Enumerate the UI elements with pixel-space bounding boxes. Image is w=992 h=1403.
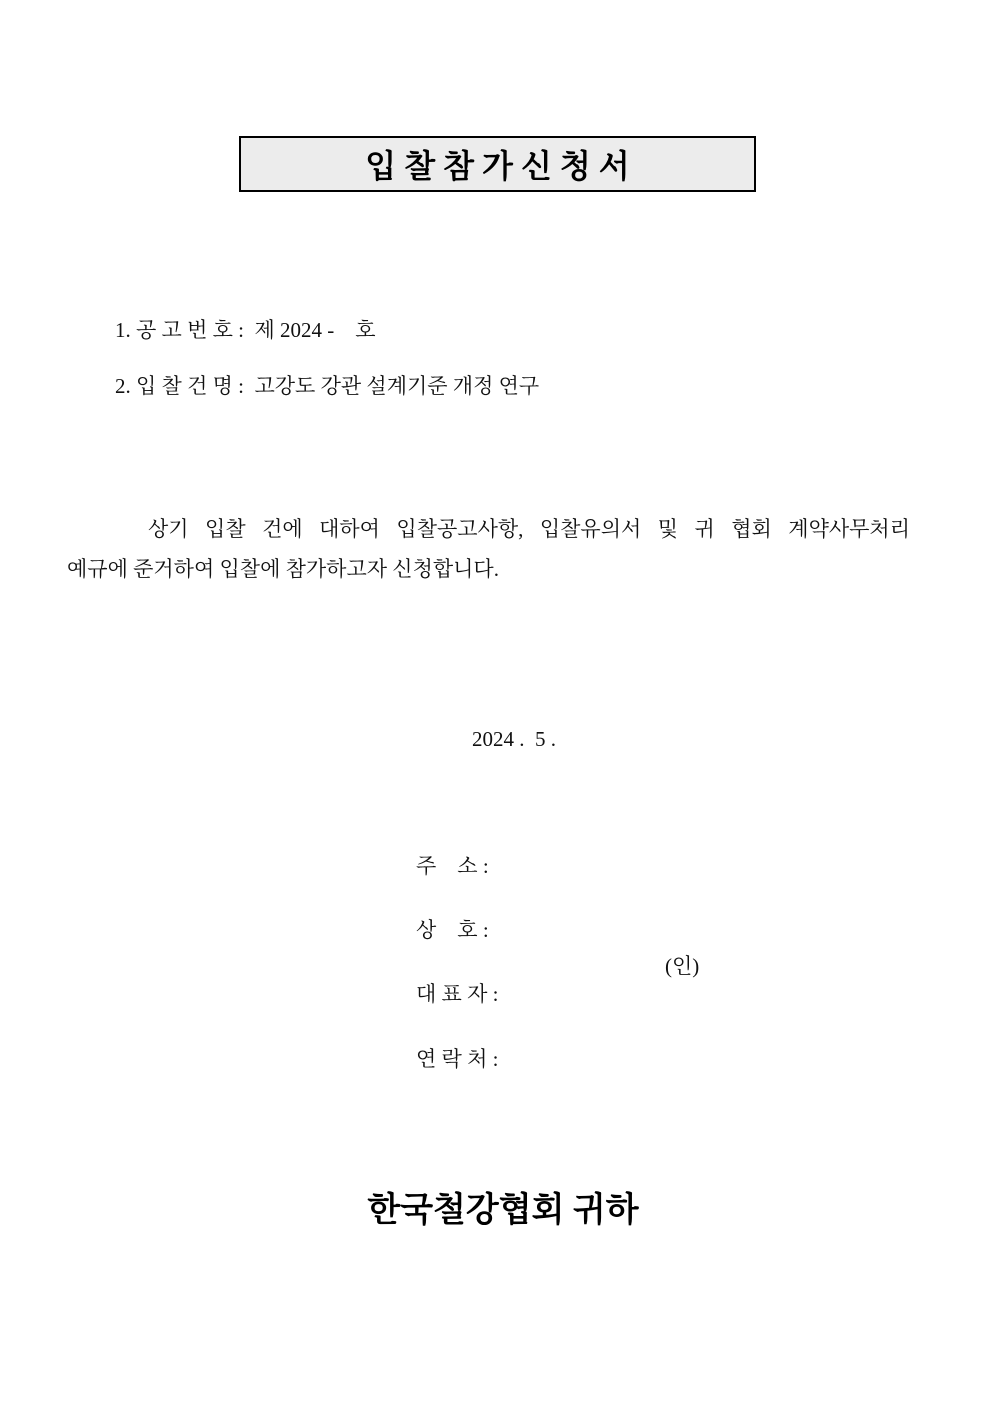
field-label-representative: 대 표 자 : [416, 982, 499, 1006]
bid-item-name-line: 2. 입 찰 건 명 : 고강도 강관 설계기준 개정 연구 [115, 374, 540, 398]
recipient-line: 한국철강협회 귀하 [367, 1192, 639, 1229]
document-title: 입 찰 참 가 신 청 서 [365, 148, 630, 184]
seal-mark: (인) [665, 954, 700, 978]
document-title-box [239, 136, 756, 192]
field-row-contact [395, 1017, 498, 1101]
statement-line-2: 예규에 준거하여 입찰에 참가하고자 신청합니다. [67, 557, 499, 581]
field-label-contact: 연 락 처 : [416, 1047, 499, 1071]
application-statement [67, 509, 910, 589]
document-date: 2024 . 5 . [472, 727, 556, 751]
statement-line-1: 상기 입찰 건에 대하여 입찰공고사항, 입찰유의서 및 귀 협회 계약사무처리 [148, 517, 910, 541]
field-label-company-name: 상 호 : [416, 918, 489, 942]
notice-number-line: 1. 공 고 번 호 : 제 2024 - 호 [115, 318, 376, 342]
field-label-address: 주 소 : [416, 854, 489, 878]
